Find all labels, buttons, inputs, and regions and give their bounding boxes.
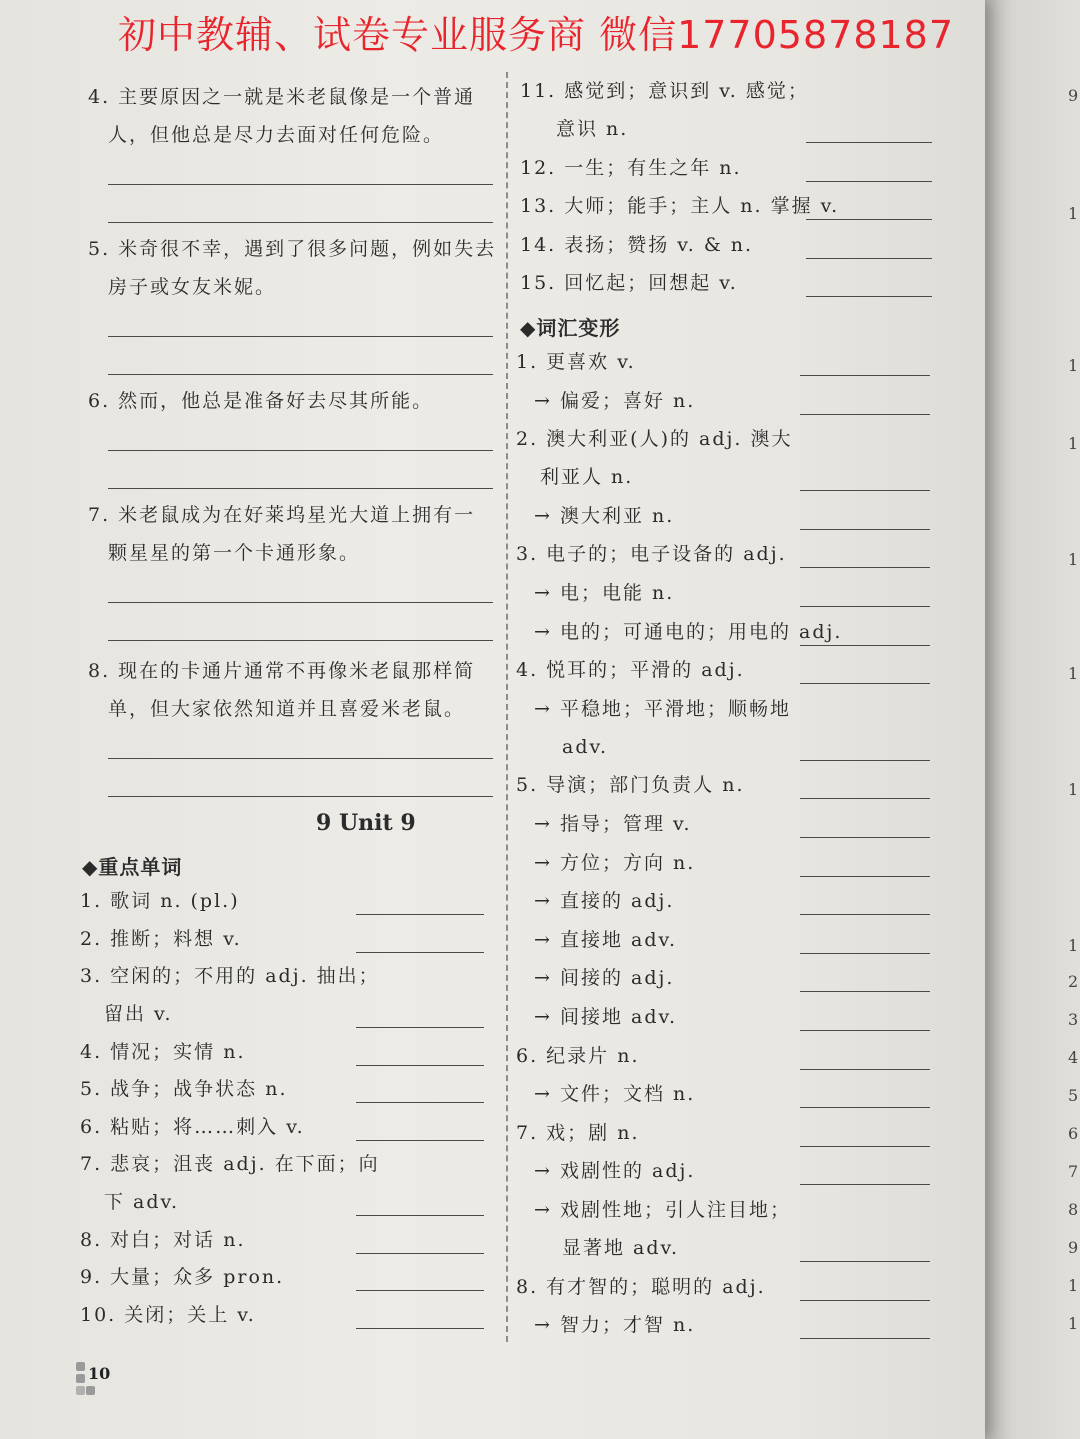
answer-line[interactable] <box>800 914 930 915</box>
edge-number: 1 <box>1068 780 1079 799</box>
answer-line[interactable] <box>806 296 932 297</box>
edge-number: 1 <box>1068 1276 1079 1295</box>
answer-line[interactable] <box>108 336 493 337</box>
answer-line[interactable] <box>806 142 932 143</box>
derived-form-prompt: → 指导；管理 v. <box>534 813 692 835</box>
answer-line[interactable] <box>800 1030 930 1031</box>
derived-form-prompt: → 间接地 adv. <box>534 1006 678 1028</box>
word-prompt: 3. 空闲的；不用的 adj. 抽出； <box>80 965 380 987</box>
sentence-prompt: 5. 米奇很不幸，遇到了很多问题，例如失去 <box>88 238 497 260</box>
word-form-prompt: 2. 澳大利亚(人)的 adj. 澳大 <box>516 428 793 451</box>
word-form-prompt: 7. 戏；剧 n. <box>516 1121 640 1144</box>
answer-line[interactable] <box>800 1261 930 1262</box>
sentence-prompt: 8. 现在的卡通片通常不再像米老鼠那样简 <box>88 660 476 682</box>
word-prompt: 13. 大师；能手；主人 n. 掌握 v. <box>520 195 840 217</box>
answer-line[interactable] <box>108 488 493 489</box>
word-prompt: 5. 战争；战争状态 n. <box>80 1078 288 1100</box>
sentence-prompt: 7. 米老鼠成为在好莱坞星光大道上拥有一 <box>88 504 476 526</box>
sentence-prompt: 4. 主要原因之一就是米老鼠像是一个普通 <box>88 86 476 108</box>
derived-form-prompt: → 电；电能 n. <box>534 582 675 604</box>
edge-number: 7 <box>1068 1162 1079 1181</box>
answer-line[interactable] <box>108 222 493 223</box>
word-form-prompt-cont: 显著地 adv. <box>562 1237 680 1259</box>
word-prompt-cont: 留出 v. <box>104 1003 173 1025</box>
word-forms-heading: ◆词汇变形 <box>520 316 621 340</box>
word-prompt: 14. 表扬；赞扬 v. & n. <box>520 233 754 256</box>
word-prompt: 10. 关闭；关上 v. <box>80 1303 256 1326</box>
derived-form-prompt: → 戏剧性的 adj. <box>534 1160 696 1183</box>
word-form-prompt-cont: adv. <box>562 735 609 758</box>
word-prompt: 7. 悲哀；沮丧 adj. 在下面；向 <box>80 1153 380 1175</box>
word-form-prompt: 5. 导演；部门负责人 n. <box>516 774 745 797</box>
adjacent-page-edge <box>985 0 1080 1439</box>
edge-number: 1 <box>1068 550 1079 569</box>
answer-line[interactable] <box>800 1338 930 1339</box>
answer-line[interactable] <box>800 798 930 799</box>
answer-line[interactable] <box>800 760 930 761</box>
answer-line[interactable] <box>800 1146 930 1147</box>
word-form-prompt-cont: 利亚人 n. <box>540 466 634 489</box>
answer-line[interactable] <box>108 184 493 185</box>
edge-number: 3 <box>1068 1010 1079 1029</box>
key-words-heading: ◆重点单词 <box>82 855 183 879</box>
answer-line[interactable] <box>356 1290 484 1291</box>
sentence-prompt: 6. 然而，他总是准备好去尽其所能。 <box>88 390 434 412</box>
word-prompt-cont: 下 adv. <box>104 1191 180 1213</box>
answer-line[interactable] <box>356 1140 484 1141</box>
answer-line[interactable] <box>800 837 930 838</box>
word-prompt-cont: 意识 n. <box>556 118 629 140</box>
derived-form-prompt: → 方位；方向 n. <box>534 851 696 874</box>
answer-line[interactable] <box>356 1065 484 1066</box>
edge-number: 1 <box>1068 664 1079 683</box>
answer-line[interactable] <box>800 991 930 992</box>
edge-number: 1 <box>1068 936 1079 955</box>
edge-number: 4 <box>1068 1048 1079 1067</box>
answer-line[interactable] <box>108 640 493 641</box>
edge-number: 8 <box>1068 1200 1079 1219</box>
answer-line[interactable] <box>356 1328 484 1329</box>
edge-number: 1 <box>1068 356 1079 375</box>
word-prompt: 6. 粘贴；将……刺入 v. <box>80 1115 305 1138</box>
derived-form-prompt: → 文件；文档 n. <box>534 1083 696 1106</box>
column-divider <box>506 72 508 1342</box>
sentence-prompt-cont: 人，但他总是尽力去面对任何危险。 <box>108 124 445 146</box>
derived-form-prompt: → 偏爱；喜好 n. <box>534 389 696 412</box>
answer-line[interactable] <box>800 1300 930 1301</box>
answer-line[interactable] <box>800 606 930 607</box>
derived-form-prompt: → 直接的 adj. <box>534 890 675 913</box>
answer-line[interactable] <box>800 953 930 954</box>
word-prompt: 4. 情况；实情 n. <box>80 1040 246 1063</box>
answer-line[interactable] <box>800 529 930 530</box>
answer-line[interactable] <box>806 181 932 182</box>
word-form-prompt: 4. 悦耳的；平滑的 adj. <box>516 659 745 682</box>
answer-line[interactable] <box>356 914 484 915</box>
edge-number: 9 <box>1068 86 1079 105</box>
derived-form-prompt: → 直接地 adv. <box>534 928 678 951</box>
answer-line[interactable] <box>800 683 930 684</box>
watermark-text: 初中教辅、试卷专业服务商 微信17705878187 <box>118 13 955 57</box>
hex-ornament <box>86 1386 95 1395</box>
answer-line[interactable] <box>800 645 930 646</box>
derived-form-prompt: → 间接的 adj. <box>534 967 675 990</box>
answer-line[interactable] <box>800 567 930 568</box>
word-prompt: 9. 大量；众多 pron. <box>80 1266 285 1288</box>
edge-number: 2 <box>1068 972 1079 991</box>
answer-line[interactable] <box>800 876 930 877</box>
hex-ornament <box>76 1386 85 1395</box>
answer-line[interactable] <box>800 1107 930 1108</box>
edge-number: 6 <box>1068 1124 1079 1143</box>
sentence-prompt-cont: 颗星星的第一个卡通形象。 <box>108 542 361 564</box>
sentence-prompt-cont: 房子或女友米妮。 <box>108 276 277 298</box>
word-form-prompt: 1. 更喜欢 v. <box>516 351 636 373</box>
answer-line[interactable] <box>800 375 930 376</box>
answer-line[interactable] <box>800 1184 930 1185</box>
word-prompt: 2. 推断；料想 v. <box>80 927 242 950</box>
derived-form-prompt: → 戏剧性地；引人注目地； <box>534 1199 791 1221</box>
answer-line[interactable] <box>356 1102 484 1103</box>
answer-line[interactable] <box>356 1215 484 1216</box>
word-form-prompt: 6. 纪录片 n. <box>516 1044 640 1067</box>
word-form-prompt: 8. 有才智的；聪明的 adj. <box>516 1275 766 1298</box>
derived-form-prompt: → 电的；可通电的；用电的 adj. <box>534 620 843 643</box>
answer-line[interactable] <box>108 374 493 375</box>
answer-line[interactable] <box>356 1253 484 1254</box>
answer-line[interactable] <box>806 219 932 220</box>
answer-line[interactable] <box>800 490 930 491</box>
derived-form-prompt: → 澳大利亚 n. <box>534 504 675 527</box>
sentence-prompt-cont: 单，但大家依然知道并且喜爱米老鼠。 <box>108 698 466 720</box>
word-form-prompt: 3. 电子的；电子设备的 adj. <box>516 543 787 566</box>
answer-line[interactable] <box>108 602 493 603</box>
answer-line[interactable] <box>800 414 930 415</box>
edge-number: 1 <box>1068 434 1079 453</box>
word-prompt: 15. 回忆起；回想起 v. <box>520 272 738 294</box>
answer-line[interactable] <box>806 258 932 259</box>
answer-line[interactable] <box>108 450 493 451</box>
answer-line[interactable] <box>108 796 493 797</box>
answer-line[interactable] <box>108 758 493 759</box>
answer-line[interactable] <box>800 1069 930 1070</box>
derived-form-prompt: → 平稳地；平滑地；顺畅地 <box>534 697 791 720</box>
hex-ornament <box>76 1374 85 1383</box>
word-prompt: 12. 一生；有生之年 n. <box>520 156 742 179</box>
word-prompt: 1. 歌词 n. (pl.) <box>80 890 240 912</box>
edge-number: 5 <box>1068 1086 1079 1105</box>
word-prompt: 8. 对白；对话 n. <box>80 1228 246 1251</box>
answer-line[interactable] <box>356 952 484 953</box>
unit-title: 9 Unit 9 <box>316 810 416 836</box>
edge-number: 9 <box>1068 1238 1079 1257</box>
edge-number: 1 <box>1068 204 1079 223</box>
edge-number: 1 <box>1068 1314 1079 1333</box>
page-number: 10 <box>88 1364 111 1383</box>
word-prompt: 11. 感觉到；意识到 v. 感觉； <box>520 80 809 102</box>
hex-ornament <box>76 1362 85 1371</box>
derived-form-prompt: → 智力；才智 n. <box>534 1314 696 1337</box>
answer-line[interactable] <box>356 1027 484 1028</box>
